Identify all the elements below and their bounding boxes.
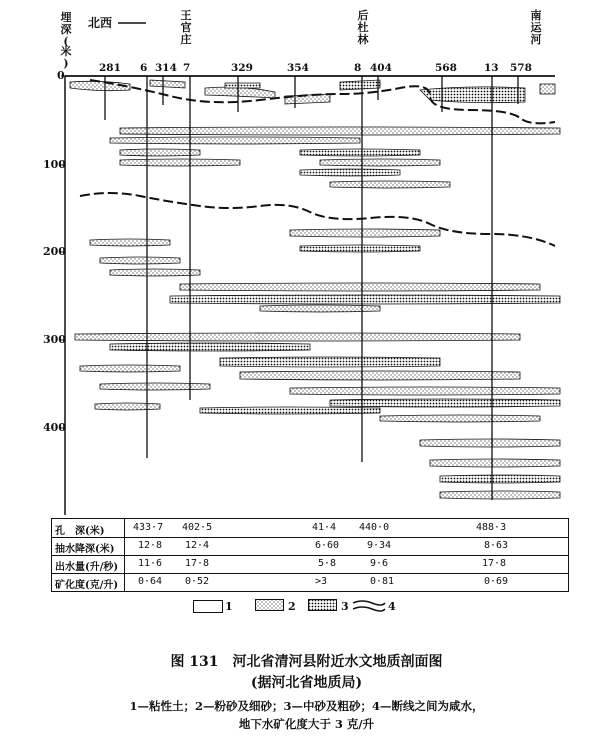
direction-label: 北西 (88, 16, 113, 30)
well-label: 8 (354, 62, 362, 74)
table-cell: 433·7 (133, 522, 164, 533)
legend-clay-swatch (193, 600, 223, 613)
lithology-lens (200, 407, 380, 414)
lithology-lens (170, 295, 560, 304)
lithology-lens (80, 365, 180, 372)
lithology-lens (75, 333, 520, 341)
table-row (52, 537, 568, 556)
row-label: 抽水降深(米) (55, 544, 115, 555)
tick-100: 100 (43, 158, 66, 171)
lithology-lens (110, 343, 310, 351)
well-label: 7 (183, 62, 191, 74)
lithology-lens (180, 283, 540, 291)
lithology-lens (290, 229, 440, 237)
lithology-lens (290, 387, 560, 395)
table-cell: 41·4 (312, 522, 337, 533)
tick-400: 400 (43, 421, 66, 434)
tick-200: 200 (43, 245, 66, 258)
lithology-lens (220, 357, 440, 367)
legend-coarse-sand-swatch (308, 599, 338, 612)
row-label: 矿化度(克/升) (55, 580, 119, 591)
well-label: 329 (231, 62, 253, 74)
well-label: 354 (287, 62, 309, 74)
table-cell: 0·64 (138, 576, 163, 587)
lithology-lens (240, 371, 520, 380)
saltwater-boundary-lower (80, 193, 555, 246)
table-cell: 0·69 (484, 576, 509, 587)
table-cell: 0·81 (370, 576, 395, 587)
lithology-lens (300, 169, 400, 176)
table-cell: 8·63 (484, 540, 509, 551)
legend-label: 2 (288, 600, 296, 613)
lithology-lens (330, 399, 560, 407)
lithology-lens (300, 149, 420, 156)
legend-label: 3 (341, 600, 349, 613)
table-cell: 0·52 (185, 576, 210, 587)
legend-note-line1: 1—粘性土；2—粉砂及细砂；3—中砂及粗砂；4—断线之间为咸水， (129, 699, 484, 713)
tick-300: 300 (43, 333, 66, 346)
table-cell: 17·8 (185, 558, 210, 569)
lithology-lens (430, 459, 560, 467)
well-label: 568 (435, 62, 457, 74)
figure-source: (据河北省地质局) (250, 675, 363, 691)
legend-note-line2: 地下水矿化度大于 3 克/升 (238, 717, 375, 731)
row-label: 孔 深(米) (55, 526, 105, 537)
table-cell: 11·6 (138, 558, 163, 569)
tick-0: 0 (57, 69, 65, 82)
lithology-lens (100, 257, 180, 264)
well-label: 314 (155, 62, 177, 74)
figure-title: 图 131 河北省清河县附近水文地质剖面图 (170, 654, 443, 670)
legend-label: 1 (225, 600, 233, 613)
lithology-lens (300, 245, 420, 252)
table-cell: 9·6 (370, 558, 389, 569)
lithology-lens (120, 127, 560, 135)
well-data-table (51, 518, 569, 592)
lithology-lens (380, 415, 540, 422)
lithology-lens (420, 439, 560, 447)
lithology-lens (90, 239, 170, 246)
table-row (52, 555, 568, 574)
table-cell: 17·8 (482, 558, 507, 569)
table-cell: 12·4 (185, 540, 210, 551)
legend-fine-sand-swatch (255, 599, 285, 612)
direction-arrow (118, 20, 148, 26)
lithology-lens (330, 181, 450, 188)
table-cell: 488·3 (476, 522, 507, 533)
table-cell: >3 (315, 576, 328, 587)
legend-saltwater-line-swatch (352, 599, 386, 613)
table-cell: 5·8 (318, 558, 337, 569)
well-label: 578 (510, 62, 532, 74)
well-label: 6 (140, 62, 148, 74)
lithology-lens (440, 475, 560, 483)
lithology-lens (110, 269, 200, 276)
table-cell: 9·34 (367, 540, 392, 551)
table-row (52, 573, 568, 591)
lithology-lens (120, 159, 240, 166)
aquifer-lenses (75, 127, 560, 499)
table-cell: 6·60 (315, 540, 340, 551)
row-label: 出水量(升/秒) (55, 562, 119, 573)
lithology-lens (320, 159, 440, 166)
legend-label: 4 (388, 600, 396, 613)
well-label: 404 (370, 62, 392, 74)
surface-lenses (70, 80, 555, 104)
lithology-lens (120, 149, 200, 156)
table-cell: 402·5 (182, 522, 213, 533)
lithology-lens (95, 403, 160, 410)
lithology-lens (440, 491, 560, 499)
table-cell: 12·8 (138, 540, 163, 551)
table-row (52, 519, 568, 538)
lithology-lens (100, 383, 210, 390)
well-label: 13 (484, 62, 499, 74)
well-label: 281 (99, 62, 121, 74)
table-cell: 440·0 (359, 522, 390, 533)
